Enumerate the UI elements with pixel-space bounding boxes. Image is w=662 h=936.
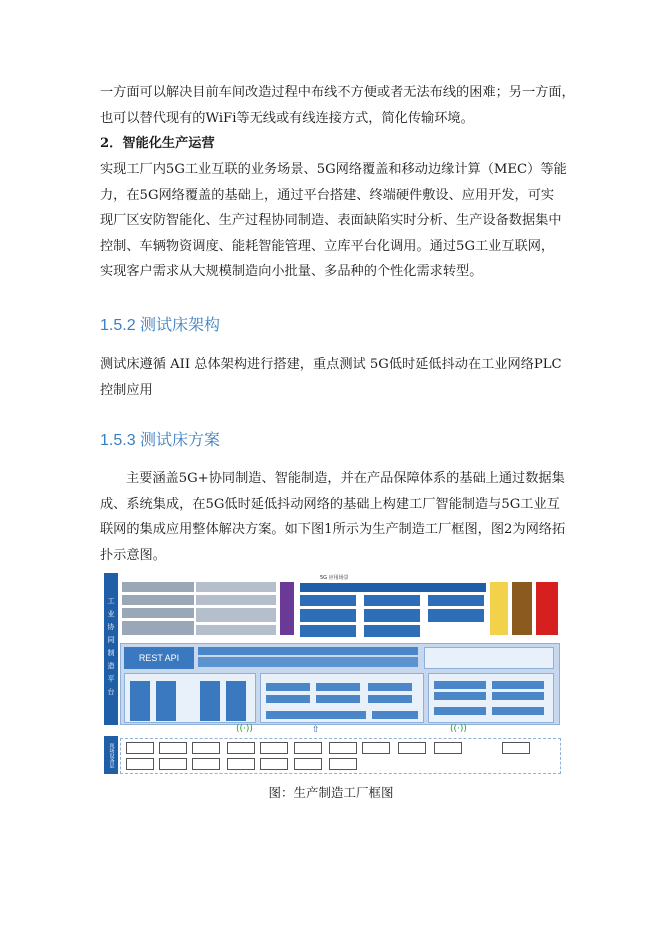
app-blue-item	[300, 609, 356, 622]
text-line: 测试床遵循 AII 总体架构进行搭建，重点测试 5G低时延低抖动在工业网络PLC	[100, 357, 562, 372]
field-device-box	[434, 742, 462, 754]
field-device-box	[227, 758, 255, 770]
text-line: 控制应用	[100, 382, 153, 398]
platform-right-item	[492, 681, 544, 689]
paragraph-intro	[100, 80, 575, 131]
text-line: 控制、车辆物资调度、能耗智能管理、立库平台化调用。通过5G工业互联网，	[100, 238, 555, 254]
app-gray-item	[122, 608, 194, 618]
app-gray-item	[196, 595, 276, 605]
field-device-box	[260, 758, 288, 770]
platform-mid-item	[266, 683, 310, 691]
app-gray-item	[196, 625, 276, 635]
platform-right-item	[434, 692, 486, 700]
factory-architecture-diagram	[104, 573, 561, 777]
text-line: 实现客户需求从大规模制造向小批量、多品种的个性化需求转型。	[100, 264, 483, 279]
platform-right-item	[492, 692, 544, 700]
text-line: 力，在5G网络覆盖的基础上，通过平台搭建、终端硬件敷设、应用开发，可实	[100, 187, 555, 203]
app-gray-item	[122, 582, 194, 592]
field-device-box	[159, 742, 187, 754]
field-device-box	[294, 758, 322, 770]
text-line: 实现工厂内5G工业互联的业务场景、5G网络覆盖和移动边缘计算（MEC）等能	[100, 162, 567, 177]
field-device-box	[192, 758, 220, 770]
app-blue-item	[300, 595, 356, 606]
platform-data-block	[226, 681, 246, 721]
field-device-box	[502, 742, 530, 754]
platform-mid-item	[316, 683, 360, 691]
app-gray-item	[196, 582, 276, 592]
field-device-box	[294, 742, 322, 754]
platform-mid-item	[368, 695, 412, 703]
platform-right-item	[434, 707, 486, 715]
app-blue-item	[364, 595, 420, 606]
platform-mid-item	[316, 695, 360, 703]
section-title-152: 1.5.2 测试床架构	[100, 317, 221, 334]
text-line: 也可以替代现有的WiFi等无线或有线连接方式，简化传输环境。	[100, 110, 474, 126]
paragraph-153	[100, 466, 570, 568]
app-blue-item	[364, 609, 420, 622]
platform-mid-item	[372, 711, 418, 719]
app-yellow-column	[490, 582, 508, 635]
app-blue-item	[300, 625, 356, 637]
platform-data-block	[156, 681, 176, 721]
app-blue-item	[364, 625, 420, 637]
platform-data-block	[130, 681, 150, 721]
platform-right-item	[492, 707, 544, 715]
field-device-box	[192, 742, 220, 754]
platform-mid-item	[368, 683, 412, 691]
arrow-up-icon: ⇧	[312, 725, 320, 735]
rest-api-block: REST API	[124, 647, 194, 669]
wireless-icon: ((·))	[236, 724, 253, 734]
field-device-box	[159, 758, 187, 770]
text-line: 主要涵盖5G+协同制造、智能制造，并在产品保障体系的基础上通过数据集	[126, 471, 565, 486]
paragraph-152	[100, 352, 570, 403]
platform-right-block	[424, 647, 554, 669]
side-label-field: 现场设备层	[104, 736, 118, 774]
app-header: 5G 应用场景	[320, 575, 349, 581]
platform-mid-item	[266, 695, 310, 703]
field-device-box	[227, 742, 255, 754]
heading-smart-operation: 2．智能化生产运营	[100, 136, 215, 151]
app-purple-column	[280, 582, 294, 635]
section-title-153: 1.5.3 测试床方案	[100, 432, 221, 449]
field-device-box	[329, 742, 357, 754]
figure-caption: 图：生产制造工厂框图	[268, 785, 394, 800]
text-line: 联网的集成应用整体解决方案。如下图1所示为生产制造工厂框图，图2为网络拓	[100, 522, 566, 537]
app-gray-item	[196, 608, 276, 622]
field-device-box	[329, 758, 357, 770]
field-device-box	[398, 742, 426, 754]
text-line: 一方面可以解决目前车间改造过程中布线不方便或者无法布线的困难；另一方面，	[100, 85, 575, 100]
app-gray-item	[122, 621, 194, 635]
platform-right-item	[434, 681, 486, 689]
platform-service-bar	[198, 657, 418, 667]
app-brown-column	[512, 582, 532, 635]
platform-data-block	[200, 681, 220, 721]
text-line: 成、系统集成，在5G低时延低抖动网络的基础上构建工厂智能制造与5G工业互	[100, 496, 560, 512]
text-line: 扑示意图。	[100, 547, 166, 563]
app-red-column	[536, 582, 558, 635]
field-device-box	[260, 742, 288, 754]
app-blue-item	[428, 609, 484, 622]
platform-service-bar	[198, 647, 418, 655]
paragraph-smart-operation	[100, 157, 570, 285]
field-device-box	[126, 742, 154, 754]
app-blue-item	[300, 583, 486, 592]
field-device-box	[126, 758, 154, 770]
app-gray-item	[122, 595, 194, 605]
side-label-platform: 工业协同制造平台	[104, 573, 118, 725]
field-device-box	[362, 742, 390, 754]
platform-mid-item	[266, 711, 366, 719]
text-line: 现厂区安防智能化、生产过程协同制造、表面缺陷实时分析、生产设备数据集中	[100, 213, 562, 228]
wireless-icon: ((·))	[450, 724, 467, 734]
app-blue-item	[428, 595, 484, 606]
